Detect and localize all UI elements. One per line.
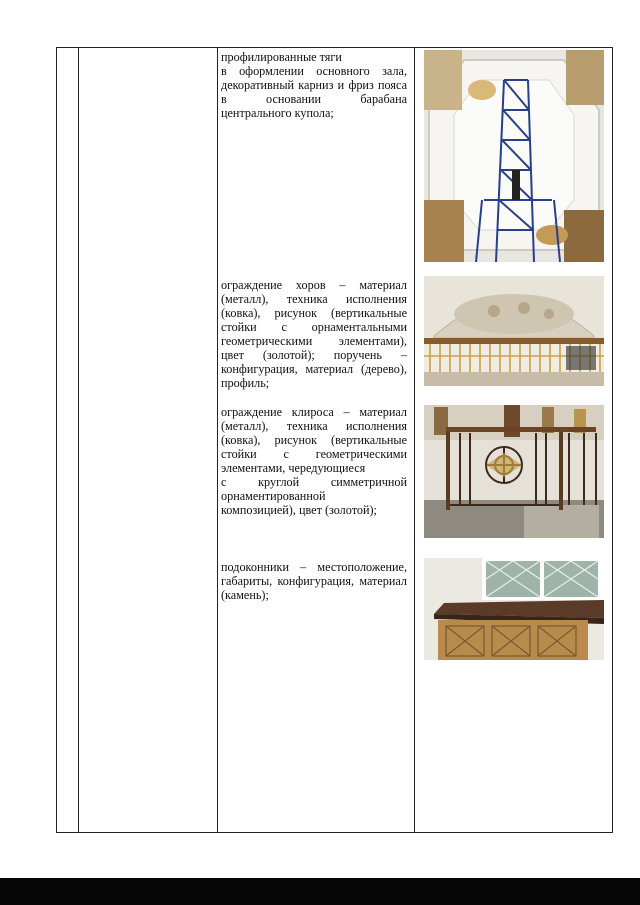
table-border-right	[612, 47, 613, 833]
row-4-line-1: подоконники – местоположение, габариты, конфигурация, материал (камень);	[221, 560, 407, 602]
row-1-description	[221, 50, 407, 120]
row-3-description	[221, 405, 407, 517]
table-divider-2	[217, 47, 218, 833]
row-1-line-2: в оформлении основного зала, декоративный карниз и фриз пояса в основании барабана центрального купола;	[221, 64, 407, 120]
row-2-line-1: ограждение хоров – материал (металл), техника исполнения (ковка), рисунок (вертикальные стойки с орнаментальными геометрическими элементами), цвет (золотой); поручень – конфигурация, материал (дерево), профиль;	[221, 278, 407, 390]
row-2-description	[221, 278, 407, 390]
scan-edge-bar	[0, 878, 640, 905]
choir-railing-photo	[424, 276, 604, 386]
table-border-left	[56, 47, 57, 833]
table-border-bottom	[56, 832, 613, 833]
row-3-line-2: с круглой симметричной орнаментированной	[221, 475, 407, 503]
table-border-top	[56, 47, 613, 48]
table-divider-1	[78, 47, 79, 833]
row-3-line-1: ограждение клироса – материал (металл), техника исполнения (ковка), рисунок (вертикальные стойки с геометрическими элементами, чередующиеся	[221, 405, 407, 475]
table-divider-3	[414, 47, 415, 833]
row-3-line-3: композицией), цвет (золотой);	[221, 503, 377, 517]
row-1-line-1: профилированные тяги	[221, 50, 342, 64]
kliros-railing-photo	[424, 405, 604, 538]
windowsill-photo	[424, 558, 604, 660]
dome-scaffolding-photo	[424, 50, 604, 262]
row-4-description	[221, 560, 407, 602]
